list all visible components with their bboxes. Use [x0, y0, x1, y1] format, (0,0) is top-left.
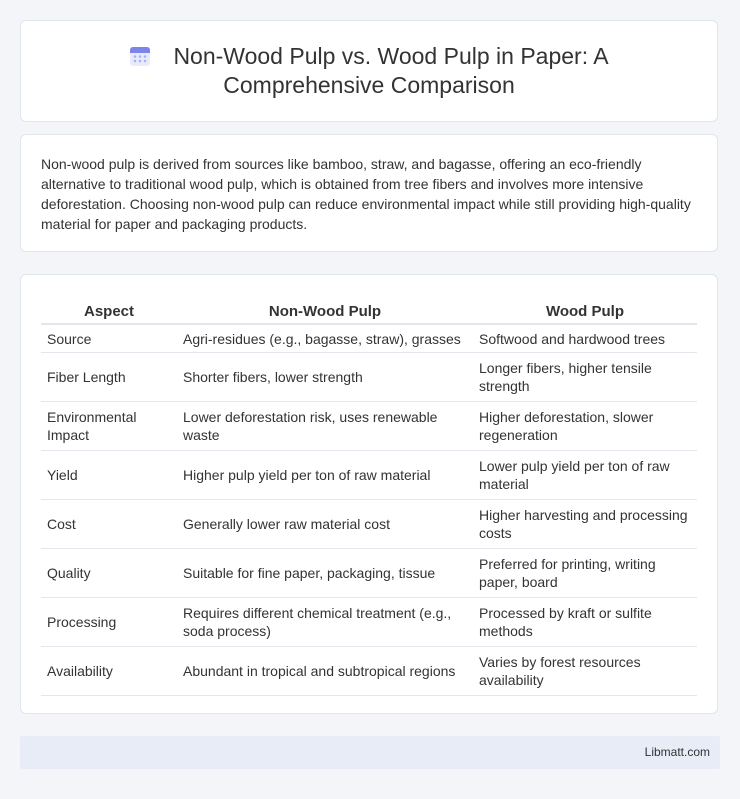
comparison-card	[20, 274, 718, 714]
aspect-cell: Availability	[41, 647, 177, 696]
header-wood-pulp: Wood Pulp	[473, 295, 697, 325]
title-line-2: Comprehensive Comparison	[223, 72, 515, 98]
aspect-cell: Quality	[41, 549, 177, 598]
title-line-1: Non-Wood Pulp vs. Wood Pulp in Paper: A	[173, 43, 609, 69]
intro-paragraph: Non-wood pulp is derived from sources like bamboo, straw, and bagasse, offering an eco-friendly alternative to traditional wood pulp, which is obtained from tree fibers and involves more intensive deforestation. Choosing non-wood pulp can reduce environmental impact while still providing high-quality material for paper and packaging products.	[41, 156, 691, 232]
table-header-row	[41, 295, 697, 325]
table-row	[41, 402, 697, 451]
non-wood-cell: Generally lower raw material cost	[177, 500, 473, 549]
wood-cell: Processed by kraft or sulfite methods	[473, 598, 697, 647]
aspect-cell: Cost	[41, 500, 177, 549]
table-row	[41, 549, 697, 598]
non-wood-cell: Suitable for fine paper, packaging, tissue	[177, 549, 473, 598]
wood-cell: Preferred for printing, writing paper, board	[473, 549, 697, 598]
table-row	[41, 598, 697, 647]
wood-cell: Lower pulp yield per ton of raw material	[473, 451, 697, 500]
wood-cell: Higher deforestation, slower regeneration	[473, 402, 697, 451]
wood-cell: Softwood and hardwood trees	[473, 325, 697, 353]
header-non-wood-pulp: Non-Wood Pulp	[177, 295, 473, 325]
footer-brand-link[interactable]: Libmatt.com	[644, 745, 710, 759]
intro-card	[20, 134, 718, 252]
non-wood-cell: Lower deforestation risk, uses renewable waste	[177, 402, 473, 451]
page-title	[69, 42, 669, 100]
title-card	[20, 20, 718, 122]
aspect-cell: Environmental Impact	[41, 402, 177, 451]
non-wood-cell: Abundant in tropical and subtropical regions	[177, 647, 473, 696]
aspect-cell: Processing	[41, 598, 177, 647]
table-row	[41, 647, 697, 696]
non-wood-cell: Shorter fibers, lower strength	[177, 353, 473, 402]
calendar-icon	[129, 45, 151, 67]
table-row	[41, 353, 697, 402]
comparison-table	[41, 295, 697, 696]
aspect-cell: Fiber Length	[41, 353, 177, 402]
table-row	[41, 500, 697, 549]
table-row	[41, 325, 697, 353]
table-row	[41, 451, 697, 500]
non-wood-cell: Agri-residues (e.g., bagasse, straw), grasses	[177, 325, 473, 353]
header-aspect: Aspect	[41, 295, 177, 325]
wood-cell: Higher harvesting and processing costs	[473, 500, 697, 549]
wood-cell: Varies by forest resources availability	[473, 647, 697, 696]
non-wood-cell: Higher pulp yield per ton of raw material	[177, 451, 473, 500]
aspect-cell: Source	[41, 325, 177, 353]
wood-cell: Longer fibers, higher tensile strength	[473, 353, 697, 402]
non-wood-cell: Requires different chemical treatment (e.g., soda process)	[177, 598, 473, 647]
footer-bar	[20, 736, 720, 769]
aspect-cell: Yield	[41, 451, 177, 500]
